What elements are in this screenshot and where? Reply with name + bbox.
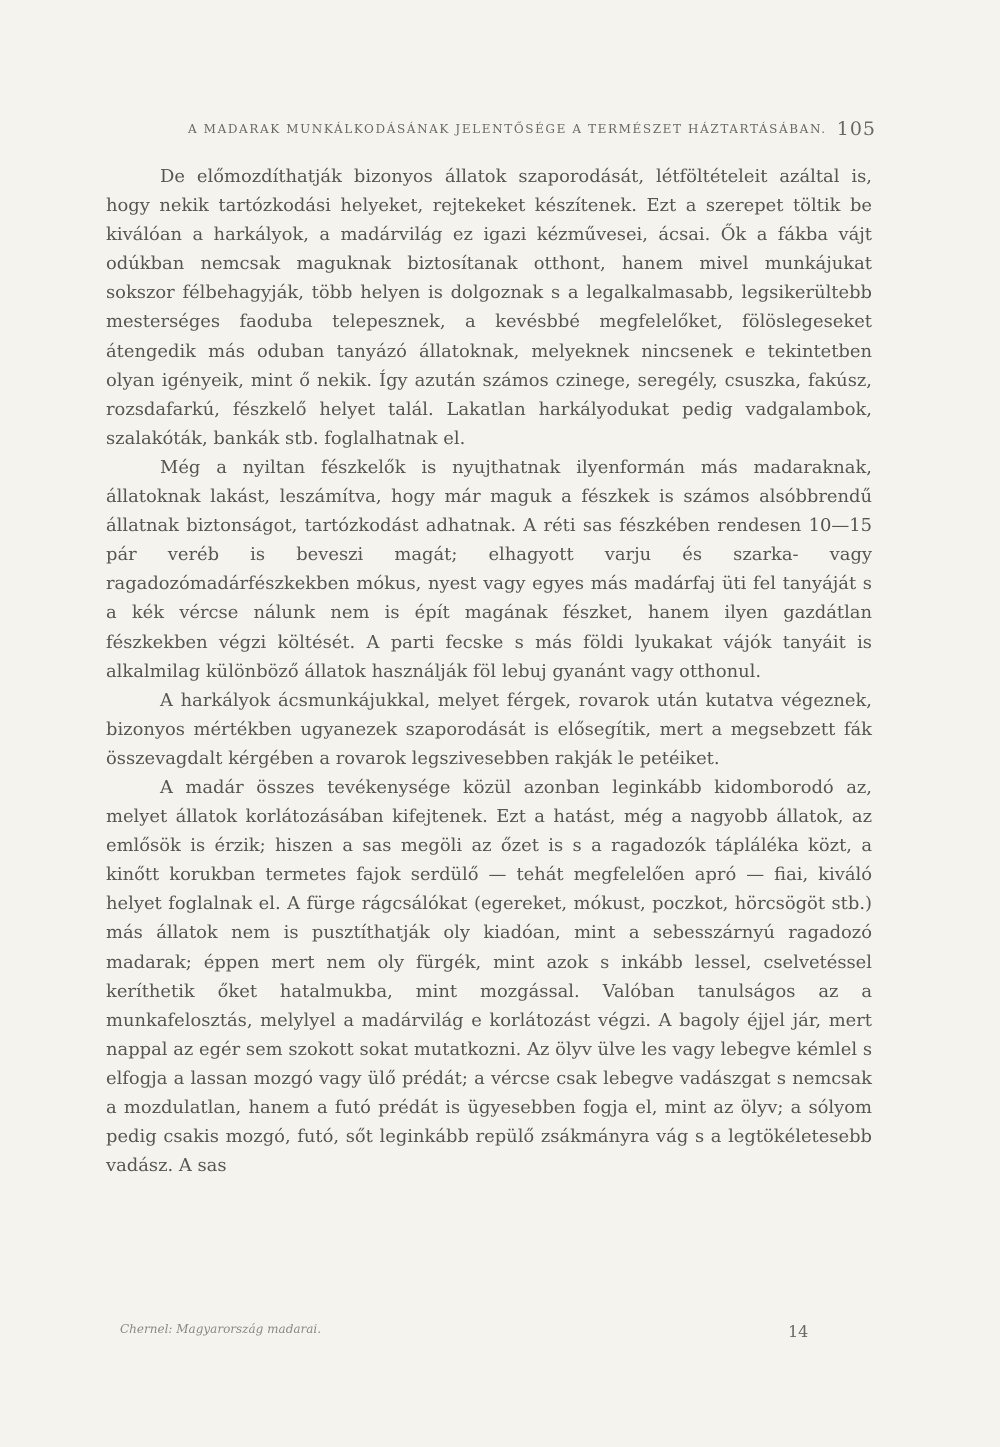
running-title: A MADARAK MUNKÁLKODÁSÁNAK JELENTŐSÉGE A TERMÉSZET HÁZTARTÁSÁBAN. — [188, 122, 827, 136]
signature-line: Chernel: Magyarország madarai. — [120, 1322, 322, 1336]
running-header — [106, 120, 876, 144]
sheet-number: 14 — [788, 1322, 809, 1341]
page-footer — [106, 1318, 872, 1348]
paragraph-1: De előmozdíthatják bizonyos állatok szaporodását, létföltételeit azáltal is, hogy nekik tartózkodási helyeket, rejtekeket készítenek. Ezt a szerepet töltik be kiválóan a harkályok, a madárvilág ez igazi kézművesei, ácsai. Ők a fákba vájt odúkban nemcsak maguknak biztosítanak otthont, hanem mivel munkájukat sokszor félbehagyják, több helyen is dolgoznak s a legalkalmasabb, legsikerültebb mesterséges faoduba telepesznek, a kevésbbé megfelelőket, fölöslegeseket átengedik más oduban tanyázó állatoknak, melyeknek nincsenek e tekintetben olyan igényeik, mint ő nekik. Így azután számos czinege, seregély, csuszka, fakúsz, rozsdafarkú, fészkelő helyet talál. Lakatlan harkályodukat pedig vadgalambok, szalakóták, bankák stb. foglalhatnak el. — [106, 166, 872, 449]
page-number: 105 — [836, 118, 876, 140]
paragraph-3: A harkályok ácsmunkájukkal, melyet férgek, rovarok után kutatva végeznek, bizonyos mértékben ugyanezek szaporodását is elősegítik, mert a megsebzett fák összevagdalt kérgében a rovarok legszivesebben rakják le petéiket. — [106, 689, 872, 769]
paragraph-2: Még a nyiltan fészkelők is nyujthatnak ilyenformán más madaraknak, állatoknak lakást, leszámítva, hogy már maguk a fészkek is számos alsóbbrendű állatnak biztonságot, tartózkodást adhatnak. A réti sas fészkében rendesen 10—15 pár veréb is beveszi magát; elhagyott varju és szarka- vagy ragadozómadárfészkekben mókus, nyest vagy egyes más madárfaj üti fel tanyáját s a kék vércse nálunk nem is épít magának fészket, hanem ilyen gazdátlan fészkekben végzi költését. A parti fecske s más földi lyukakat vájók tanyáit is alkalmilag különböző állatok használják föl lebuj gyanánt vagy otthonul. — [106, 456, 872, 682]
paragraph-4: A madár összes tevékenysége közül azonban leginkább kidomborodó az, melyet állatok korlátozásában kifejtenek. Ezt a hatást, még a nagyobb állatok, az emlősök is érzik; hiszen a sas megöli az őzet is s a ragadozók tápláléka közt, a kinőtt korukban termetes fajok serdülő — tehát megfelelően apró — fiai, kiváló helyet foglalnak el. A fürge rágcsálókat (egereket, mókust, poczkot, hörcsögöt stb.) más állatok nem is pusztíthatják oly kiadóan, mint a sebesszárnyú ragadozó madarak; éppen mert nem oly fürgék, mint azok s inkább lessel, cselvetéssel keríthetik őket hatalmukba, mint mozgással. Valóban tanulságos az a munkafelosztás, melylyel a madárvilág e korlátozást végzi. A bagoly éjjel jár, mert nappal az egér sem szokott sokat mutatkozni. Az ölyv ülve les vagy lebegve kémlel s elfogja a lassan mozgó vagy ülő prédát; a vércse csak lebegve vadászgat s nemcsak a mozdulatlan, hanem a futó prédát is ügyesebben fogja el, mint az ölyv; a sólyom pedig csakis mozgó, futó, sőt leginkább repülő zsákmányra vág s a legtökéletesebb vadász. A sas — [106, 776, 872, 1177]
body-text — [106, 162, 872, 1180]
